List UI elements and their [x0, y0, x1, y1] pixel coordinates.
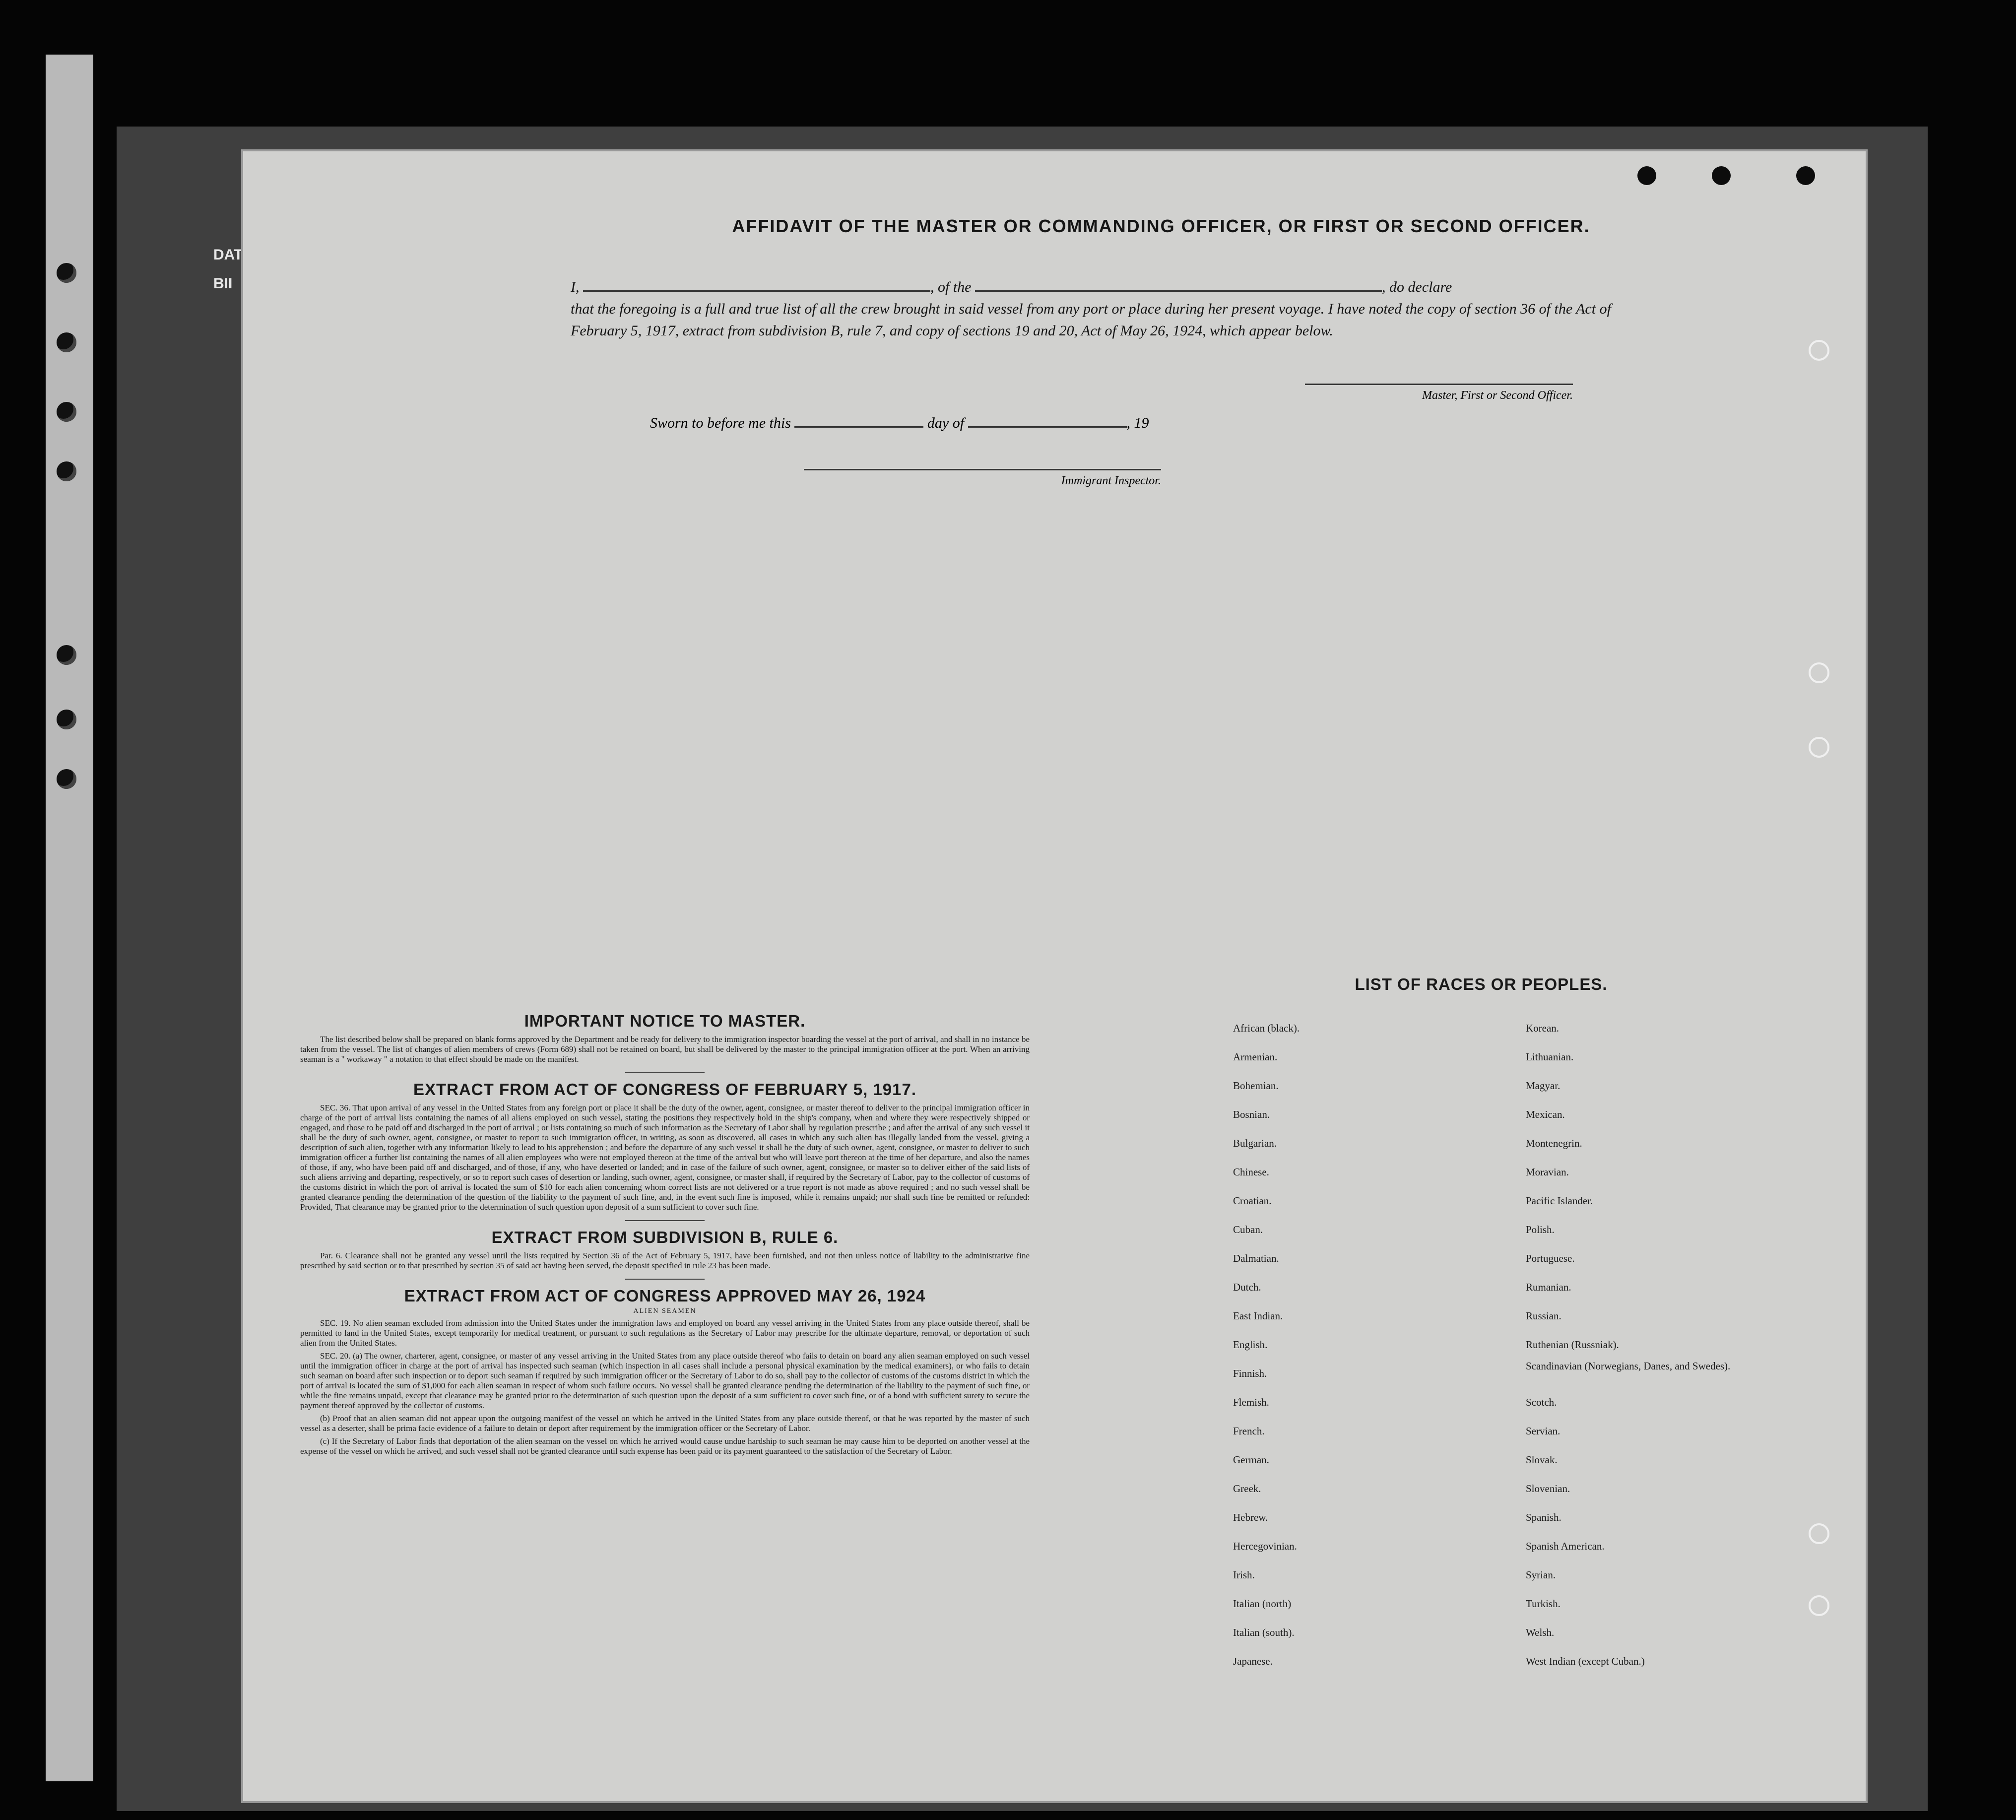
punch-hole — [1712, 166, 1731, 185]
binder-ring — [1809, 737, 1829, 758]
race-item: Spanish American. — [1526, 1540, 1605, 1552]
rule-6-title: EXTRACT FROM SUBDIVISION B, RULE 6. — [491, 1228, 839, 1246]
race-item: Montenegrin. — [1526, 1137, 1582, 1149]
film-hole — [57, 710, 76, 729]
race-item: Lithuanian. — [1526, 1051, 1574, 1063]
race-item: Magyar. — [1526, 1080, 1561, 1092]
punch-hole — [1637, 166, 1656, 185]
race-item: African (black). — [1233, 1022, 1300, 1034]
act-1924-sec19: SEC. 19. No alien seaman excluded from admission into the United States under the immigration laws and employed on board any vessel arriving in the United States from any place outside thereof, shall be permitted to land in the United States, except temporarily for medical treatment, or pursuant to such regulations as the Secretary of Labor may prescribe for the ultimate departure, removal, or deportation of such alien from the United States. — [300, 1318, 1030, 1348]
act-1917-text: SEC. 36. That upon arrival of any vessel in the United States from any foreign port or place it shall be the duty of the owner, agent, consignee, or master thereof to deliver to the principal immigration officer in charge of the port of arrival lists containing the names of all aliens employed on such vessel, stating the positions they respectively hold in the ship's company, when and where they were respectively shipped or engaged, and those to be paid off and discharged in the port of arrival ; or lists containing so much of such information as the Secretary of Labor shall by regulation prescribe ; and after the arrival of any such vessel it shall be the duty of such owner, agent, consignee, or master to report to such immigration officer, in writing, as soon as discovered, all cases in which any such alien has illegally landed from the vessel, giving a description of such alien, together with any information likely to lead to his apprehension ; and before the departure of any such vessel it shall be the duty of such owner, agent, consignee, or master to deliver to such immigration officer a further list containing the names of all alien employees who were not employed thereon at the time of the arrival but who will leave port thereon at the time of her departure, and also the names of those, if any, who have been paid off and discharged, and of those, if any, who have deserted or landed; and in case of the failure of such owner, agent, consignee, or master so to deliver either of the said lists of such aliens arriving and departing, respectively, or so to report such cases of desertion or landing, such owner, agent, consignee, or master shall, if required by the Secretary of Labor, pay to the collector of customs of the customs district in which the port of arrival is located the sum of $10 for each alien concerning whom correct lists are not delivered or a true report is not made as above required ; and no such vessel shall be granted clearance pending the determination of the question of the liability to the payment of such fine, and, in the event such fine is imposed, while it remains unpaid; nor shall such fine be remitted or refunded: Provided, That clearance may be granted prior to the determination of such question upon deposit of a sum sufficient to cover such fine. — [300, 1103, 1030, 1212]
race-item: Dalmatian. — [1233, 1252, 1279, 1264]
vessel-name-blank[interactable] — [975, 278, 1382, 292]
race-item: Scandinavian (Norwegians, Danes, and Swedes). — [1526, 1360, 1731, 1372]
affidavit-of-the: , of the — [930, 279, 972, 295]
notices-column — [300, 1005, 1030, 1459]
sworn-year: , 19 — [1126, 415, 1149, 431]
inspector-signature-label: Immigrant Inspector. — [1061, 474, 1161, 487]
rule-6-text: Par. 6. Clearance shall not be granted any vessel until the lists required by Section 36 of the Act of February 5, 1917, have been furnished, and not then unless notice of liability to the administrative fine prescribed by said section or to that prescribed by section 35 of said act having been served, the deposit specified in rule 23 has been made. — [300, 1251, 1030, 1270]
film-hole — [57, 645, 76, 665]
race-item: Servian. — [1526, 1425, 1561, 1437]
film-hole — [57, 769, 76, 789]
affidavit-section — [491, 216, 1831, 342]
act-1924-title: EXTRACT FROM ACT OF CONGRESS APPROVED MAY 26, 1924 — [404, 1287, 926, 1305]
races-list — [1233, 975, 1729, 1676]
manifest-page — [243, 151, 1866, 1801]
race-item: Cuban. — [1233, 1224, 1263, 1235]
notice-text: The list described below shall be prepared on blank forms approved by the Department and be ready for delivery to the immigration inspector boarding the vessel at the port of arrival, and shall in no instance be taken from the vessel. The list of changes of alien members of crews (Form 689) shall not be retained on board, but shall be delivered by the master to the principal immigration officer at the port. When an arriving seaman is a " workaway " a notation to that effect should be made on the manifest. — [300, 1035, 1030, 1064]
act-1917-title: EXTRACT FROM ACT OF CONGRESS OF FEBRUARY 5, 1917. — [413, 1080, 917, 1099]
affidavit-title: AFFIDAVIT OF THE MASTER OR COMMANDING OFFICER, OR FIRST OR SECOND OFFICER. — [732, 216, 1590, 236]
race-item: East Indian. — [1233, 1310, 1283, 1322]
left-film-strip — [46, 55, 93, 1781]
race-item: Dutch. — [1233, 1281, 1261, 1293]
margin-label-dat: DAT — [213, 247, 243, 263]
race-item: English. — [1233, 1339, 1268, 1351]
race-item: Italian (north) — [1233, 1598, 1292, 1610]
sworn-day-blank[interactable] — [794, 414, 923, 428]
race-item: Spanish. — [1526, 1511, 1561, 1523]
margin-labels — [213, 241, 243, 298]
race-item: Scotch. — [1526, 1396, 1557, 1408]
race-item: Korean. — [1526, 1022, 1560, 1034]
race-item: Polish. — [1526, 1224, 1555, 1235]
race-item: Hercegovinian. — [1233, 1540, 1297, 1552]
master-name-blank[interactable] — [583, 278, 930, 292]
binder-ring — [1809, 1523, 1829, 1544]
race-item: Turkish. — [1526, 1598, 1561, 1610]
master-signature-label: Master, First or Second Officer. — [1422, 389, 1573, 402]
act-1924-subtitle: ALIEN SEAMEN — [633, 1307, 697, 1315]
binder-ring — [1809, 662, 1829, 683]
race-item: Russian. — [1526, 1310, 1561, 1322]
notice-title: IMPORTANT NOTICE TO MASTER. — [524, 1012, 806, 1030]
race-item: German. — [1233, 1454, 1269, 1466]
act-1924-sec20b: (b) Proof that an alien seaman did not appear upon the outgoing manifest of the vessel on which he arrived in the United States from any place outside thereof, or that he was reported by the master of such vessel as a deserter, shall be prima facie evidence of a failure to detain or deport after requirement by the immigration officer or the Secretary of Labor. — [300, 1414, 1030, 1433]
race-item: Armenian. — [1233, 1051, 1278, 1063]
race-item: Welsh. — [1526, 1626, 1555, 1638]
race-item: Irish. — [1233, 1569, 1255, 1581]
affidavit-text: that the foregoing is a full and true list of all the crew brought in said vessel from any port or place during her present voyage. I have noted the copy of section 36 of the Act of February 5, 1917, extract from subdivision B, rule 7, and copy of sections 19 and 20, Act of May 26, 1924, which appear below. — [571, 301, 1611, 339]
film-hole — [57, 461, 76, 481]
race-item: Rumanian. — [1526, 1281, 1571, 1293]
film-hole — [57, 263, 76, 283]
race-item: Syrian. — [1526, 1569, 1556, 1581]
race-item: Greek. — [1233, 1483, 1261, 1495]
affidavit-declare: , do declare — [1382, 279, 1452, 295]
section-divider — [625, 1072, 705, 1073]
race-item: Italian (south). — [1233, 1626, 1295, 1638]
affidavit-declaration-line — [571, 276, 1662, 298]
act-1924-sec20a: SEC. 20. (a) The owner, charterer, agent, consignee, or master of any vessel arriving in the United States from any place outside thereof who fails to detain on board any alien seaman employed on such vessel until the immigration officer in charge at the port of arrival has inspected such seaman (which inspection in all cases shall include a personal physical examination by the medical examiners), or who fails to detain such seaman on board after such inspection or to deport such seaman if required by such immigration officer or the Secretary of Labor to do so, shall pay to the collector of customs of the customs district in which the port of arrival is located the sum of $1,000 for each alien seaman in respect of whom such failure occurs. No vessel shall be granted clearance pending the determination of the liability to the payment of such fine, or while the fine remains unpaid, except that clearance may be granted prior to the determination of such question upon the deposit of a sum sufficient to cover such fine, or of a bond with sufficient surety to secure the payment thereof approved by the collector of customs. — [300, 1351, 1030, 1410]
binder-ring — [1809, 340, 1829, 361]
race-item: Mexican. — [1526, 1108, 1565, 1120]
sworn-line — [650, 414, 1149, 432]
inspector-signature-line[interactable] — [804, 469, 1161, 488]
sworn-month-blank[interactable] — [968, 414, 1127, 428]
punch-hole — [1796, 166, 1815, 185]
race-item: Moravian. — [1526, 1166, 1569, 1178]
race-item: Ruthenian (Russniak). — [1526, 1339, 1619, 1351]
race-item: French. — [1233, 1425, 1265, 1437]
film-hole — [57, 402, 76, 422]
binder-ring — [1809, 1595, 1829, 1616]
sworn-prefix: Sworn to before me this — [650, 415, 791, 431]
master-signature-line[interactable] — [1305, 384, 1573, 402]
race-item: Croatian. — [1233, 1195, 1272, 1207]
race-item: Hebrew. — [1233, 1511, 1268, 1523]
race-item: Bulgarian. — [1233, 1137, 1277, 1149]
film-hole — [57, 332, 76, 352]
races-grid — [1233, 1014, 1729, 1676]
race-item: Finnish. — [1233, 1367, 1267, 1379]
affidavit-body — [571, 276, 1662, 342]
race-item: Bosnian. — [1233, 1108, 1270, 1120]
act-1924-sec20c: (c) If the Secretary of Labor finds that deportation of the alien seaman on the vessel on which he arrived would cause undue hardship to such seaman he may cause him to be deported on another vessel at the expense of the vessel on which he arrived, and such vessel shall not be granted clearance until such expense has been paid or its payment guaranteed to the satisfaction of the Secretary of Labor. — [300, 1436, 1030, 1456]
margin-label-bii: BII — [213, 275, 233, 292]
race-item: Slovenian. — [1526, 1483, 1570, 1495]
race-item: Slovak. — [1526, 1454, 1558, 1466]
section-divider — [625, 1279, 705, 1280]
race-item: Flemish. — [1233, 1396, 1269, 1408]
race-item: Pacific Islander. — [1526, 1195, 1593, 1207]
race-item: Chinese. — [1233, 1166, 1269, 1178]
races-title: LIST OF RACES OR PEOPLES. — [1355, 975, 1608, 993]
race-item: Bohemian. — [1233, 1080, 1279, 1092]
race-item: Japanese. — [1233, 1655, 1273, 1667]
section-divider — [625, 1220, 705, 1221]
race-item: West Indian (except Cuban.) — [1526, 1655, 1645, 1667]
sworn-day-of: day of — [927, 415, 965, 431]
affidavit-i: I, — [571, 279, 580, 295]
race-item: Portuguese. — [1526, 1252, 1575, 1264]
